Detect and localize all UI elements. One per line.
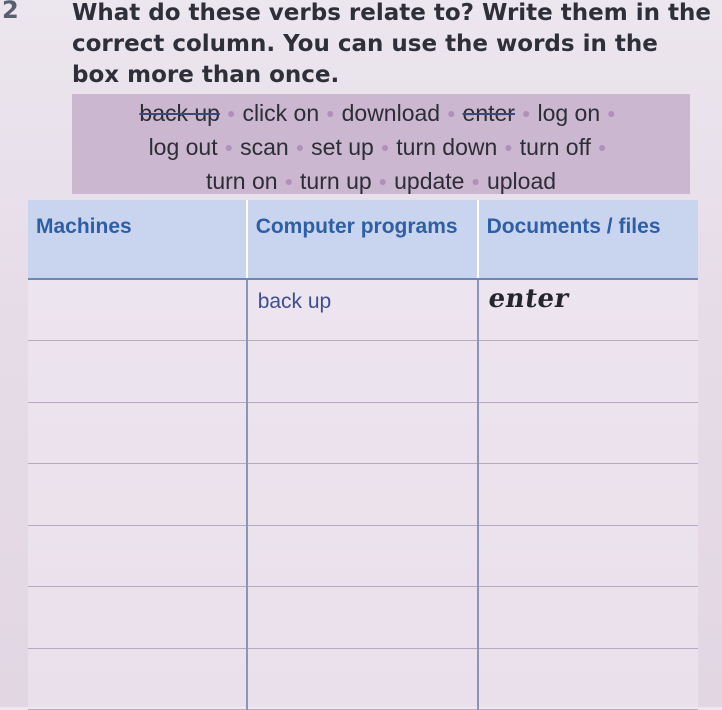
cell-machines[interactable] — [28, 341, 247, 402]
word-box-line-2 — [72, 132, 690, 166]
cell-documents-files[interactable] — [478, 587, 698, 648]
bullet-separator: ● — [380, 139, 390, 155]
header-computer-programs: Computer programs — [247, 200, 478, 279]
table-row — [28, 341, 698, 402]
bullet-separator: ● — [378, 173, 388, 189]
printed-answer: back up — [257, 290, 332, 313]
word-turn-on: turn on — [205, 168, 278, 194]
cell-computer-programs[interactable] — [247, 279, 478, 341]
cell-machines[interactable] — [28, 402, 247, 463]
bullet-separator: ● — [504, 139, 513, 155]
header-machines: Machines — [28, 200, 247, 279]
word-update: update — [394, 168, 465, 194]
bullet-separator: ● — [521, 105, 531, 121]
bullet-separator: ● — [447, 105, 456, 121]
bullet-separator: ● — [471, 173, 480, 189]
word-box — [72, 94, 690, 194]
table-row — [28, 279, 698, 341]
table-row — [28, 587, 698, 648]
word-scan: scan — [240, 134, 289, 160]
word-box-line-1 — [72, 98, 690, 132]
cell-computer-programs[interactable] — [247, 341, 478, 402]
table-row — [28, 525, 698, 586]
cell-documents-files[interactable] — [478, 341, 698, 402]
bullet-separator: ● — [607, 105, 616, 121]
bullet-separator: ● — [326, 105, 335, 121]
exercise-instructions: What do these verbs relate to? Write them in the correct column. You can use the words in the box more than once. — [72, 0, 711, 88]
answer-table — [28, 200, 698, 710]
cell-machines[interactable] — [28, 587, 247, 648]
table-row — [28, 648, 698, 709]
bullet-separator: ● — [284, 173, 294, 189]
bullet-separator: ● — [597, 139, 607, 155]
handwritten-answer: enter — [486, 284, 571, 314]
table-row — [28, 402, 698, 463]
header-documents-files: Documents / files — [478, 200, 698, 279]
word-set-up: set up — [311, 134, 374, 160]
bullet-separator: ● — [224, 139, 234, 155]
cell-computer-programs[interactable] — [247, 464, 478, 525]
word-click-on: click on — [242, 100, 320, 126]
cell-machines[interactable] — [28, 279, 247, 341]
cell-computer-programs[interactable] — [247, 525, 478, 586]
answer-table-container — [28, 200, 698, 710]
bullet-separator: ● — [226, 105, 236, 121]
cell-documents-files[interactable] — [478, 464, 698, 525]
cell-computer-programs[interactable] — [247, 402, 478, 463]
cell-machines[interactable] — [28, 648, 247, 709]
cell-machines[interactable] — [28, 525, 247, 586]
word-enter: enter — [462, 100, 515, 126]
exercise-number: 2 — [2, 0, 19, 24]
cell-computer-programs[interactable] — [247, 648, 478, 709]
word-turn-up: turn up — [300, 168, 372, 194]
cell-documents-files[interactable] — [478, 279, 698, 341]
word-back-up: back up — [139, 100, 220, 126]
table-header-row — [28, 200, 698, 279]
cell-documents-files[interactable] — [478, 648, 698, 709]
cell-machines[interactable] — [28, 464, 247, 525]
table-row — [28, 464, 698, 525]
word-download: download — [341, 100, 441, 126]
word-log-on: log on — [537, 100, 601, 126]
cell-documents-files[interactable] — [478, 525, 698, 586]
word-log-out: log out — [148, 134, 218, 160]
word-turn-off: turn off — [519, 134, 591, 160]
bullet-separator: ● — [295, 139, 305, 155]
cell-computer-programs[interactable] — [247, 587, 478, 648]
word-upload: upload — [486, 168, 557, 194]
word-box-line-3 — [72, 166, 690, 200]
word-turn-down: turn down — [396, 134, 498, 160]
cell-documents-files[interactable] — [478, 402, 698, 463]
